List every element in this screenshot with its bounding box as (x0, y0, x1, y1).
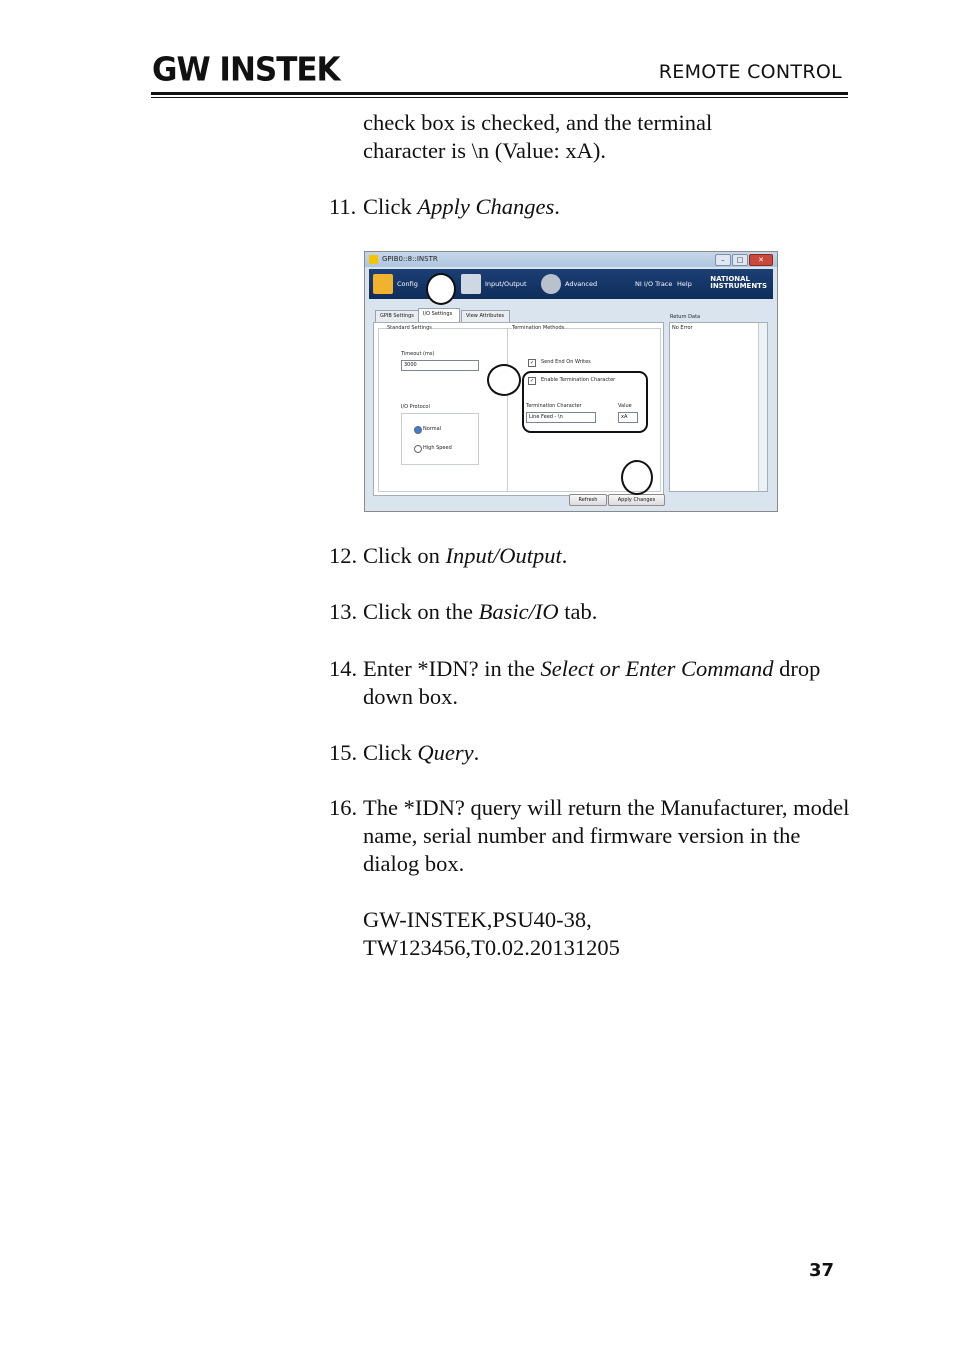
step-emphasis: Apply Changes (417, 194, 555, 219)
gw-instek-logo: GW INSTEK (152, 51, 340, 89)
standard-settings-label: Standard Settings (387, 325, 432, 331)
step-number: 13. (329, 599, 358, 624)
term-char-select[interactable]: Line Feed - \n (526, 412, 596, 423)
idn-response-line-2: TW123456,T0.02.20131205 (363, 935, 620, 960)
step-emphasis: Select or Enter Command (540, 656, 774, 681)
app-icon (369, 255, 378, 264)
return-data-box (669, 322, 768, 492)
input-output-button[interactable]: Input/Output (461, 269, 527, 299)
timeout-label: Timeout (ms) (401, 351, 435, 357)
apply-changes-button[interactable]: Apply Changes (608, 494, 665, 506)
step-text: The *IDN? query will return the Manufacturer, model name, serial number and firmware version in the dialog box. (363, 795, 850, 876)
normal-label: Normal (423, 426, 442, 432)
step-12: 12. Click on Input/Output. (329, 543, 568, 568)
value-label: Value (618, 403, 632, 409)
page-number: 37 (808, 1260, 834, 1281)
idn-response-line-1: GW-INSTEK,PSU40-38, (363, 907, 592, 932)
step-emphasis: Query (417, 740, 474, 765)
step-number: 15. (329, 740, 358, 765)
callout-circle-apply (621, 460, 653, 495)
header-rule (151, 92, 848, 95)
ni-logo: NATIONAL INSTRUMENTS (710, 275, 767, 290)
step-number: 14. (329, 656, 358, 681)
gear-icon (541, 274, 561, 294)
tab-gpib-settings[interactable]: GPIB Settings (375, 310, 421, 322)
send-end-label: Send End On Writes (541, 359, 591, 365)
tab-io-settings[interactable]: I/O Settings (418, 308, 460, 322)
minimize-icon[interactable]: – (715, 254, 731, 266)
standard-settings-group (378, 325, 510, 492)
step-number: 12. (329, 543, 358, 568)
io-protocol-label: I/O Protocol (401, 404, 430, 410)
return-data-label: Return Data (670, 314, 701, 320)
config-icon (373, 274, 393, 294)
high-speed-label: High Speed (423, 445, 452, 451)
ni-io-trace-button[interactable]: NI I/O Trace (635, 280, 673, 288)
value-input[interactable]: xA (618, 412, 638, 423)
help-button[interactable]: Help (677, 280, 692, 288)
intro-line-2: character is \n (Value: xA). (363, 138, 607, 163)
callout-circle-checkbox (487, 364, 521, 396)
refresh-button[interactable]: Refresh (569, 494, 607, 506)
timeout-input[interactable]: 3000 (401, 360, 479, 371)
window-buttons (714, 254, 773, 265)
config-button[interactable]: Config (373, 269, 418, 299)
normal-radio[interactable] (414, 426, 422, 434)
step-14: 14. Enter *IDN? in the Select or Enter Command drop down box. (329, 656, 821, 709)
enable-term-checkbox[interactable]: ✓ (529, 378, 535, 384)
enable-term-label: Enable Termination Character (541, 377, 616, 383)
step-13: 13. Click on the Basic/IO tab. (329, 599, 598, 624)
step-number: 16. (329, 795, 358, 820)
io-protocol-group (401, 413, 479, 465)
term-char-label: Termination Character (526, 403, 582, 409)
advanced-button[interactable]: Advanced (541, 269, 597, 299)
step-emphasis: Basic/IO (478, 599, 559, 624)
high-speed-radio[interactable] (414, 445, 422, 453)
maximize-icon[interactable]: □ (732, 254, 748, 266)
ni-visa-screenshot (364, 251, 778, 512)
scrollbar[interactable] (758, 323, 767, 491)
callout-circle-io-tab (426, 273, 456, 305)
send-end-checkbox[interactable]: ✓ (529, 360, 535, 366)
step-emphasis: Input/Output (445, 543, 562, 568)
idn-response (363, 906, 853, 962)
window-title: GPIB0::8::INSTR (382, 255, 438, 263)
header-rule-thin (151, 97, 848, 98)
window-titlebar (365, 252, 777, 267)
intro-line-1: check box is checked, and the terminal (363, 110, 713, 135)
callout-box-termination (522, 371, 648, 433)
intro-paragraph (363, 109, 853, 165)
close-icon[interactable]: ✕ (749, 254, 773, 266)
section-title: REMOTE CONTROL (658, 61, 842, 83)
tab-view-attributes[interactable]: View Attributes (461, 310, 510, 322)
termination-methods-label: Termination Methods (512, 325, 565, 331)
monitor-icon (461, 274, 481, 294)
step-11: 11. Click Apply Changes. (329, 194, 560, 219)
step-number: 11. (329, 194, 357, 219)
return-data-value: No Error (672, 325, 693, 331)
step-15: 15. Click Query. (329, 740, 480, 765)
step-16 (329, 794, 854, 876)
